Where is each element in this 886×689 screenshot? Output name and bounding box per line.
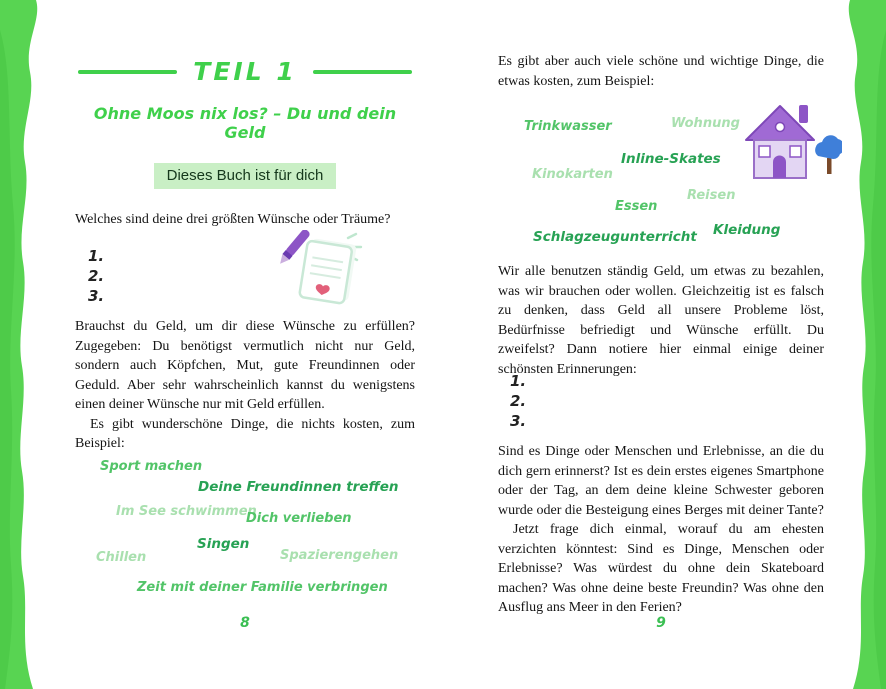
cloud-word: Kleidung xyxy=(713,222,781,238)
memories-list xyxy=(510,371,526,431)
cloud-word: Essen xyxy=(615,199,658,214)
wishes-question: Welches sind deine drei größten Wünsche oder Träume? xyxy=(75,212,391,227)
cloud-word: Sport machen xyxy=(100,459,203,474)
page-number-right: 9 xyxy=(656,615,666,631)
paragraph-free-things: Es gibt wunderschöne Dinge, die nichts kosten, zum Beispiel: xyxy=(75,416,415,451)
list-item-1: 1. xyxy=(88,247,105,265)
cloud-word: Wohnung xyxy=(671,116,740,131)
cloud-word: Chillen xyxy=(96,550,147,565)
house-illustration xyxy=(742,100,842,188)
paragraph-renounce: Jetzt frage dich einmal, worauf du am ehesten verzichten könntest: Sind es Dinge, Menschen oder Erlebnisse? Was würdest du ohne dein Skateboard machen? Was ohne deine beste Freundin? Was ohne den Ausflug ans Meer in den Ferien? xyxy=(498,522,824,615)
paragraph-money-use: Wir alle benutzen ständig Geld, um etwas zu bezahlen, was wir brauchen oder wollen. Gleichzeitig ist es falsch zu denken, dass Geld all unsere Probleme löst, Bedürfnisse befriedigt und Wünsche erfüllt. Du zweifelst? Dann notiere hier einmal einige deiner schönsten Erinnerungen: xyxy=(498,264,824,377)
page-number-left: 8 xyxy=(240,615,250,631)
cloud-word: Kinokarten xyxy=(532,167,613,182)
cloud-word: Schlagzeugunterricht xyxy=(533,229,697,245)
paragraph-money-needed: Brauchst du Geld, um dir diese Wünsche zu erfüllen? Zugegeben: Du benötigst vermutlich nicht nur Geld, sondern auch Köpfchen, Mut, gute Freundinnen oder Geduld. Aber sehr wahrscheinlich kannst du wenigstens einen deiner Wünsche nur mit Geld erfüllen. xyxy=(75,319,415,412)
cloud-word: Dich verlieben xyxy=(246,511,352,526)
list-item-3: 3. xyxy=(88,287,105,305)
cloud-word: Zeit mit deiner Familie verbringen xyxy=(137,580,388,595)
cloud-word: Singen xyxy=(197,536,250,552)
cloud-word: Deine Freundinnen treffen xyxy=(198,479,399,495)
list-item-2: 2. xyxy=(510,392,527,410)
section-badge: Dieses Buch ist für dich xyxy=(154,163,337,189)
part-title: TEIL 1 xyxy=(193,57,297,86)
list-item-2: 2. xyxy=(88,267,105,285)
chapter-title: Ohne Moos nix los? – Du und dein Geld xyxy=(93,104,397,142)
list-item-1: 1. xyxy=(510,372,527,390)
memories-paragraphs xyxy=(498,442,824,618)
cloud-word: Reisen xyxy=(687,188,736,203)
cloud-word: Im See schwimmen xyxy=(116,504,257,519)
paragraph-memories: Sind es Dinge oder Menschen und Erlebnisse, an die du dich gern erinnerst? Ist es dein erstes eigenes Smartphone oder der Tag, an dem deine kleine Schwester geboren wurde oder die Besteigung eines Berges mit deiner Tante? xyxy=(498,444,824,518)
list-item-3: 3. xyxy=(510,412,527,430)
cloud-word: Inline-Skates xyxy=(621,151,721,167)
cloud-word: Trinkwasser xyxy=(524,119,612,134)
paragraph-costly-things: Es gibt aber auch viele schöne und wichtige Dinge, die etwas kosten, zum Beispiel: xyxy=(498,54,824,89)
cloud-word: Spazierengehen xyxy=(280,548,399,563)
